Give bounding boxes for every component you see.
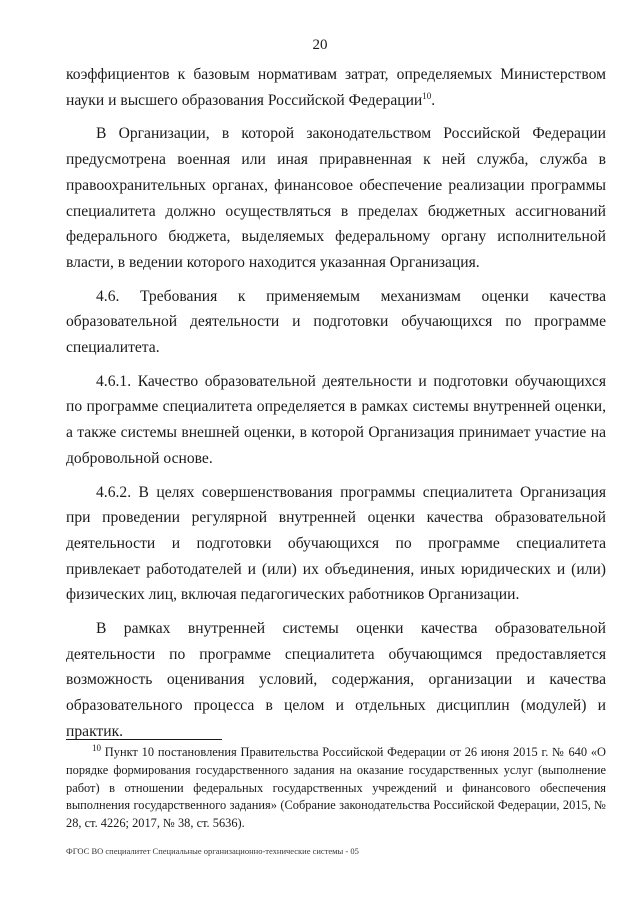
paragraph-4-6-1: 4.6.1. Качество образовательной деятельности и подготовки обучающихся по программе специалитета определяется в рамках системы внутренней оценки, а также системы внешней оценки, в которой Организация принимает участие на добровольной основе. xyxy=(66,372,606,467)
footnote-reference[interactable]: 10 xyxy=(422,90,432,101)
footnote-text: Пункт 10 постановления Правительства Российской Федерации от 26 июня 2015 г. № 640 «О порядке формирования государственного задания на оказание государственных услуг (выполнение работ) в отношении федеральных государственных учреждений и финансового обеспечения выполнения государственного задания» (Собрание законодательства Российской Федерации, 2015, № 28, ст. 4226; 2017, № 38, ст. 5636). xyxy=(66,745,606,831)
body-text xyxy=(66,62,606,753)
paragraph-military-service: В Организации, в которой законодательством Российской Федерации предусмотрена военная или иная приравненная к ней служба, служба в правоохранительных органах, финансовое обеспечение реализации программы специалитета должно осуществляться в пределах бюджетных ассигнований федерального бюджета, выделяемых федеральному органу исполнительной власти, в ведении которого находится указанная Организация. xyxy=(66,125,606,271)
paragraph-continuation: коэффициентов к базовым нормативам затрат, определяемых Министерством науки и высшего образования Российской Федерации$^{10}$. xyxy=(66,66,606,109)
paragraph-text: коэффициентов к базовым нормативам затрат, определяемых Министерством науки и высшего образования Российской Федерации xyxy=(66,66,606,109)
page-footer: ФГОС ВО специалитет Специальные организационно-технические системы - 05 xyxy=(66,846,359,856)
paragraph-internal-assessment: В рамках внутренней системы оценки качества образовательной деятельности по программе специалитета обучающимся предоставляется возможность оценивания условий, содержания, организации и качества образовательного процесса в целом и отдельных дисциплин (модулей) и практик. xyxy=(66,620,606,740)
page-number: 20 xyxy=(312,37,328,53)
section-4-6-heading: 4.6. Требования к применяемым механизмам оценки качества образовательной деятельности и подготовки обучающихся по программе специалитета. xyxy=(66,287,606,357)
footnote-number: 10 xyxy=(92,742,101,753)
footnote-divider xyxy=(66,739,222,740)
paragraph-4-6-2: 4.6.2. В целях совершенствования программы специалитета Организация при проведении регулярной внутренней оценки качества образовательной деятельности и подготовки обучающихся по программе специалитета привлекает работодателей и (или) их объединения, иных юридических и (или) физических лиц, включая педагогических работников Организации. xyxy=(66,483,606,604)
footnote xyxy=(66,744,606,833)
